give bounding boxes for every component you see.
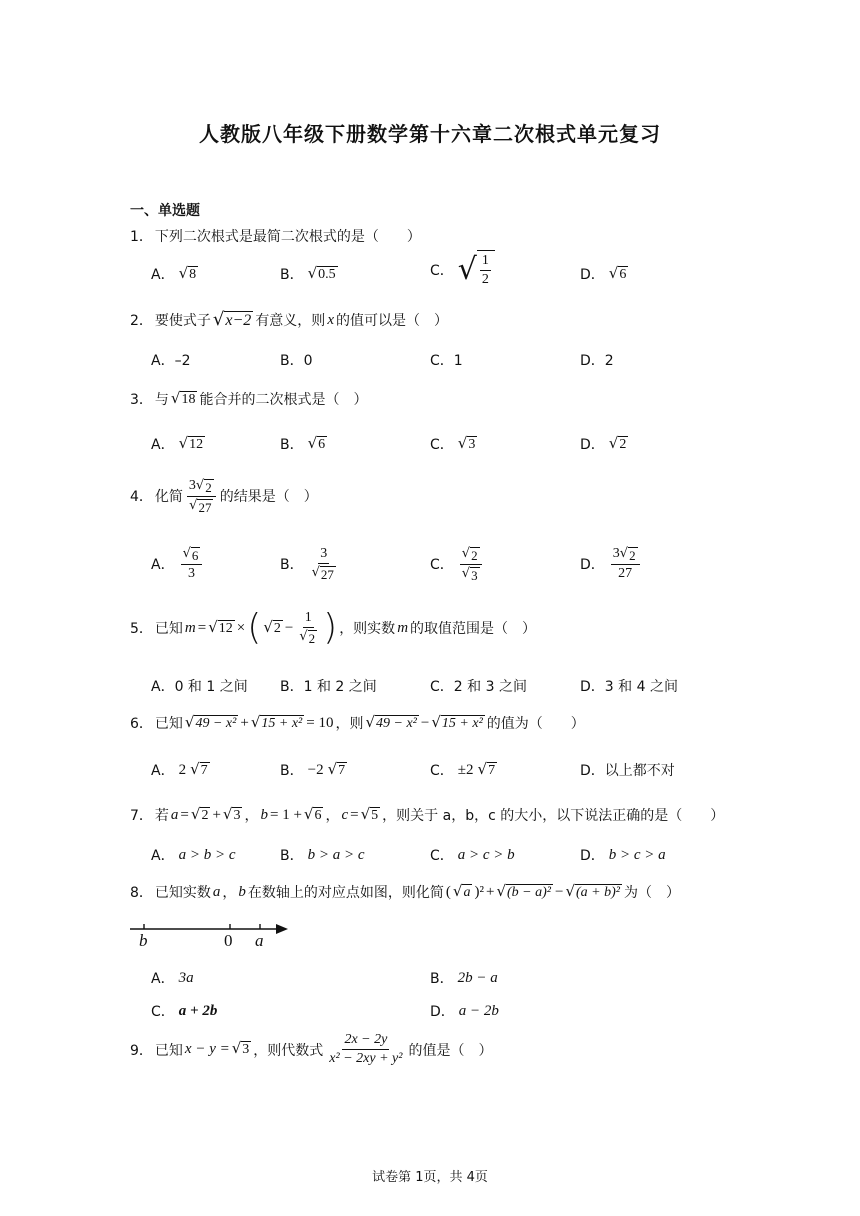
question-8: 8． 已知实数 a ， b 在数轴上的对应点如图，则化简 ( √ a )² + √ (b − a)² − √ (a + b)² 为（ ） xyxy=(130,881,680,901)
q4-option-c: C． √ 2 √ 3 xyxy=(430,546,484,582)
q6-option-a: A． 2 √ 7 xyxy=(151,759,208,779)
question-1: 1． 下列二次根式是最简二次根式的是（ ） xyxy=(130,226,421,246)
q5-option-a: A．0 和 1 之间 xyxy=(151,679,248,695)
q1-option-a: A． √ 8 xyxy=(151,263,197,283)
page-title: 人教版八年级下册数学第十六章二次根式单元复习 xyxy=(199,122,661,146)
q8-option-a: A． 3a xyxy=(151,969,194,987)
q1-option-d: D． √ 6 xyxy=(580,263,627,283)
question-7: 7． 若 a = √ 2 + √ 3 ， b = 1 + √ 6 ， c = √ 5 ，则关于 a，b，c 的大小，以下说法正确的是（ ） xyxy=(130,804,725,824)
q3-option-a: A． √ 12 xyxy=(151,433,204,453)
q8-option-c: C． a + 2b xyxy=(151,1002,218,1020)
page-footer: 试卷第 1页，共 4页 xyxy=(372,1170,488,1185)
q7-option-d: D． b > c > a xyxy=(580,846,666,864)
q7-option-c: C． a > c > b xyxy=(430,846,515,864)
section-heading: 一、单选题 xyxy=(130,203,200,219)
q7-option-a: A． a > b > c xyxy=(151,846,236,864)
number-line-label-a: a xyxy=(255,931,264,950)
q4-option-a: A． √ 6 3 xyxy=(151,546,204,582)
q2-option-d: D．2 xyxy=(580,353,614,369)
question-3: 3． 与 √ 18 能合并的二次根式是（ ） xyxy=(130,388,368,408)
q2-option-b: B．0 xyxy=(280,353,313,369)
q4-option-d: D． 3 √ 2 27 xyxy=(580,546,642,582)
q2-option-c: C．1 xyxy=(430,353,463,369)
q7-option-b: B． b > a > c xyxy=(280,846,365,864)
q6-option-c: C． ±2 √ 7 xyxy=(430,759,496,779)
q2-option-a: A．–2 xyxy=(151,353,191,369)
question-5: 5． 已知 m = √ 12 × ( √ 2 − 1 √ 2 ) ，则实数 m 的取值范围是（ ） xyxy=(130,607,537,648)
number-line-svg xyxy=(130,918,300,952)
question-9: 9． 已知 x − y = √ 3 ，则代数式 $\frac{2x - 2y}{\text{x² − 2xy + y²}}$ 的值是（ ） xyxy=(130,1032,493,1067)
question-2: 2． 要使式子 √ x−2 有意义，则 x 的值可以是（ ） xyxy=(130,308,448,330)
number-line-label-zero: 0 xyxy=(224,931,233,950)
q3-option-b: B． √ 6 xyxy=(280,433,326,453)
q5-option-c: C．2 和 3 之间 xyxy=(430,679,527,695)
number-line xyxy=(130,918,300,952)
q8-option-d: D． a − 2b xyxy=(430,1002,499,1020)
q1-option-c: C． √ $\frac{1}{2}$ xyxy=(430,250,495,289)
q4-option-b: B． 3 √ 27 xyxy=(280,546,334,583)
question-4: 4． 化简 3 √ 2 √ 27 的结果是（ ） xyxy=(130,478,318,515)
q5-option-d: D．3 和 4 之间 xyxy=(580,679,678,695)
q6-option-b: B． −2 √ 7 xyxy=(280,759,346,779)
q6-option-d: D．以上都不对 xyxy=(580,763,675,779)
number-line-label-b: b xyxy=(139,931,148,950)
q5-option-b: B．1 和 2 之间 xyxy=(280,679,377,695)
q3-option-c: C． √ 3 xyxy=(430,433,476,453)
q1-option-b: B． √ 0.5 xyxy=(280,263,336,283)
question-1-text: 下列二次根式是最简二次根式的是（ ） xyxy=(154,229,421,245)
q3-option-d: D． √ 2 xyxy=(580,433,627,453)
question-6: 6． 已知 √ 49 − x² + √ 15 + x² = 10 ，则 √ 49 − x² − √ 15 + x² 的值为（ ） xyxy=(130,712,585,732)
q8-option-b: B． 2b − a xyxy=(430,969,498,987)
